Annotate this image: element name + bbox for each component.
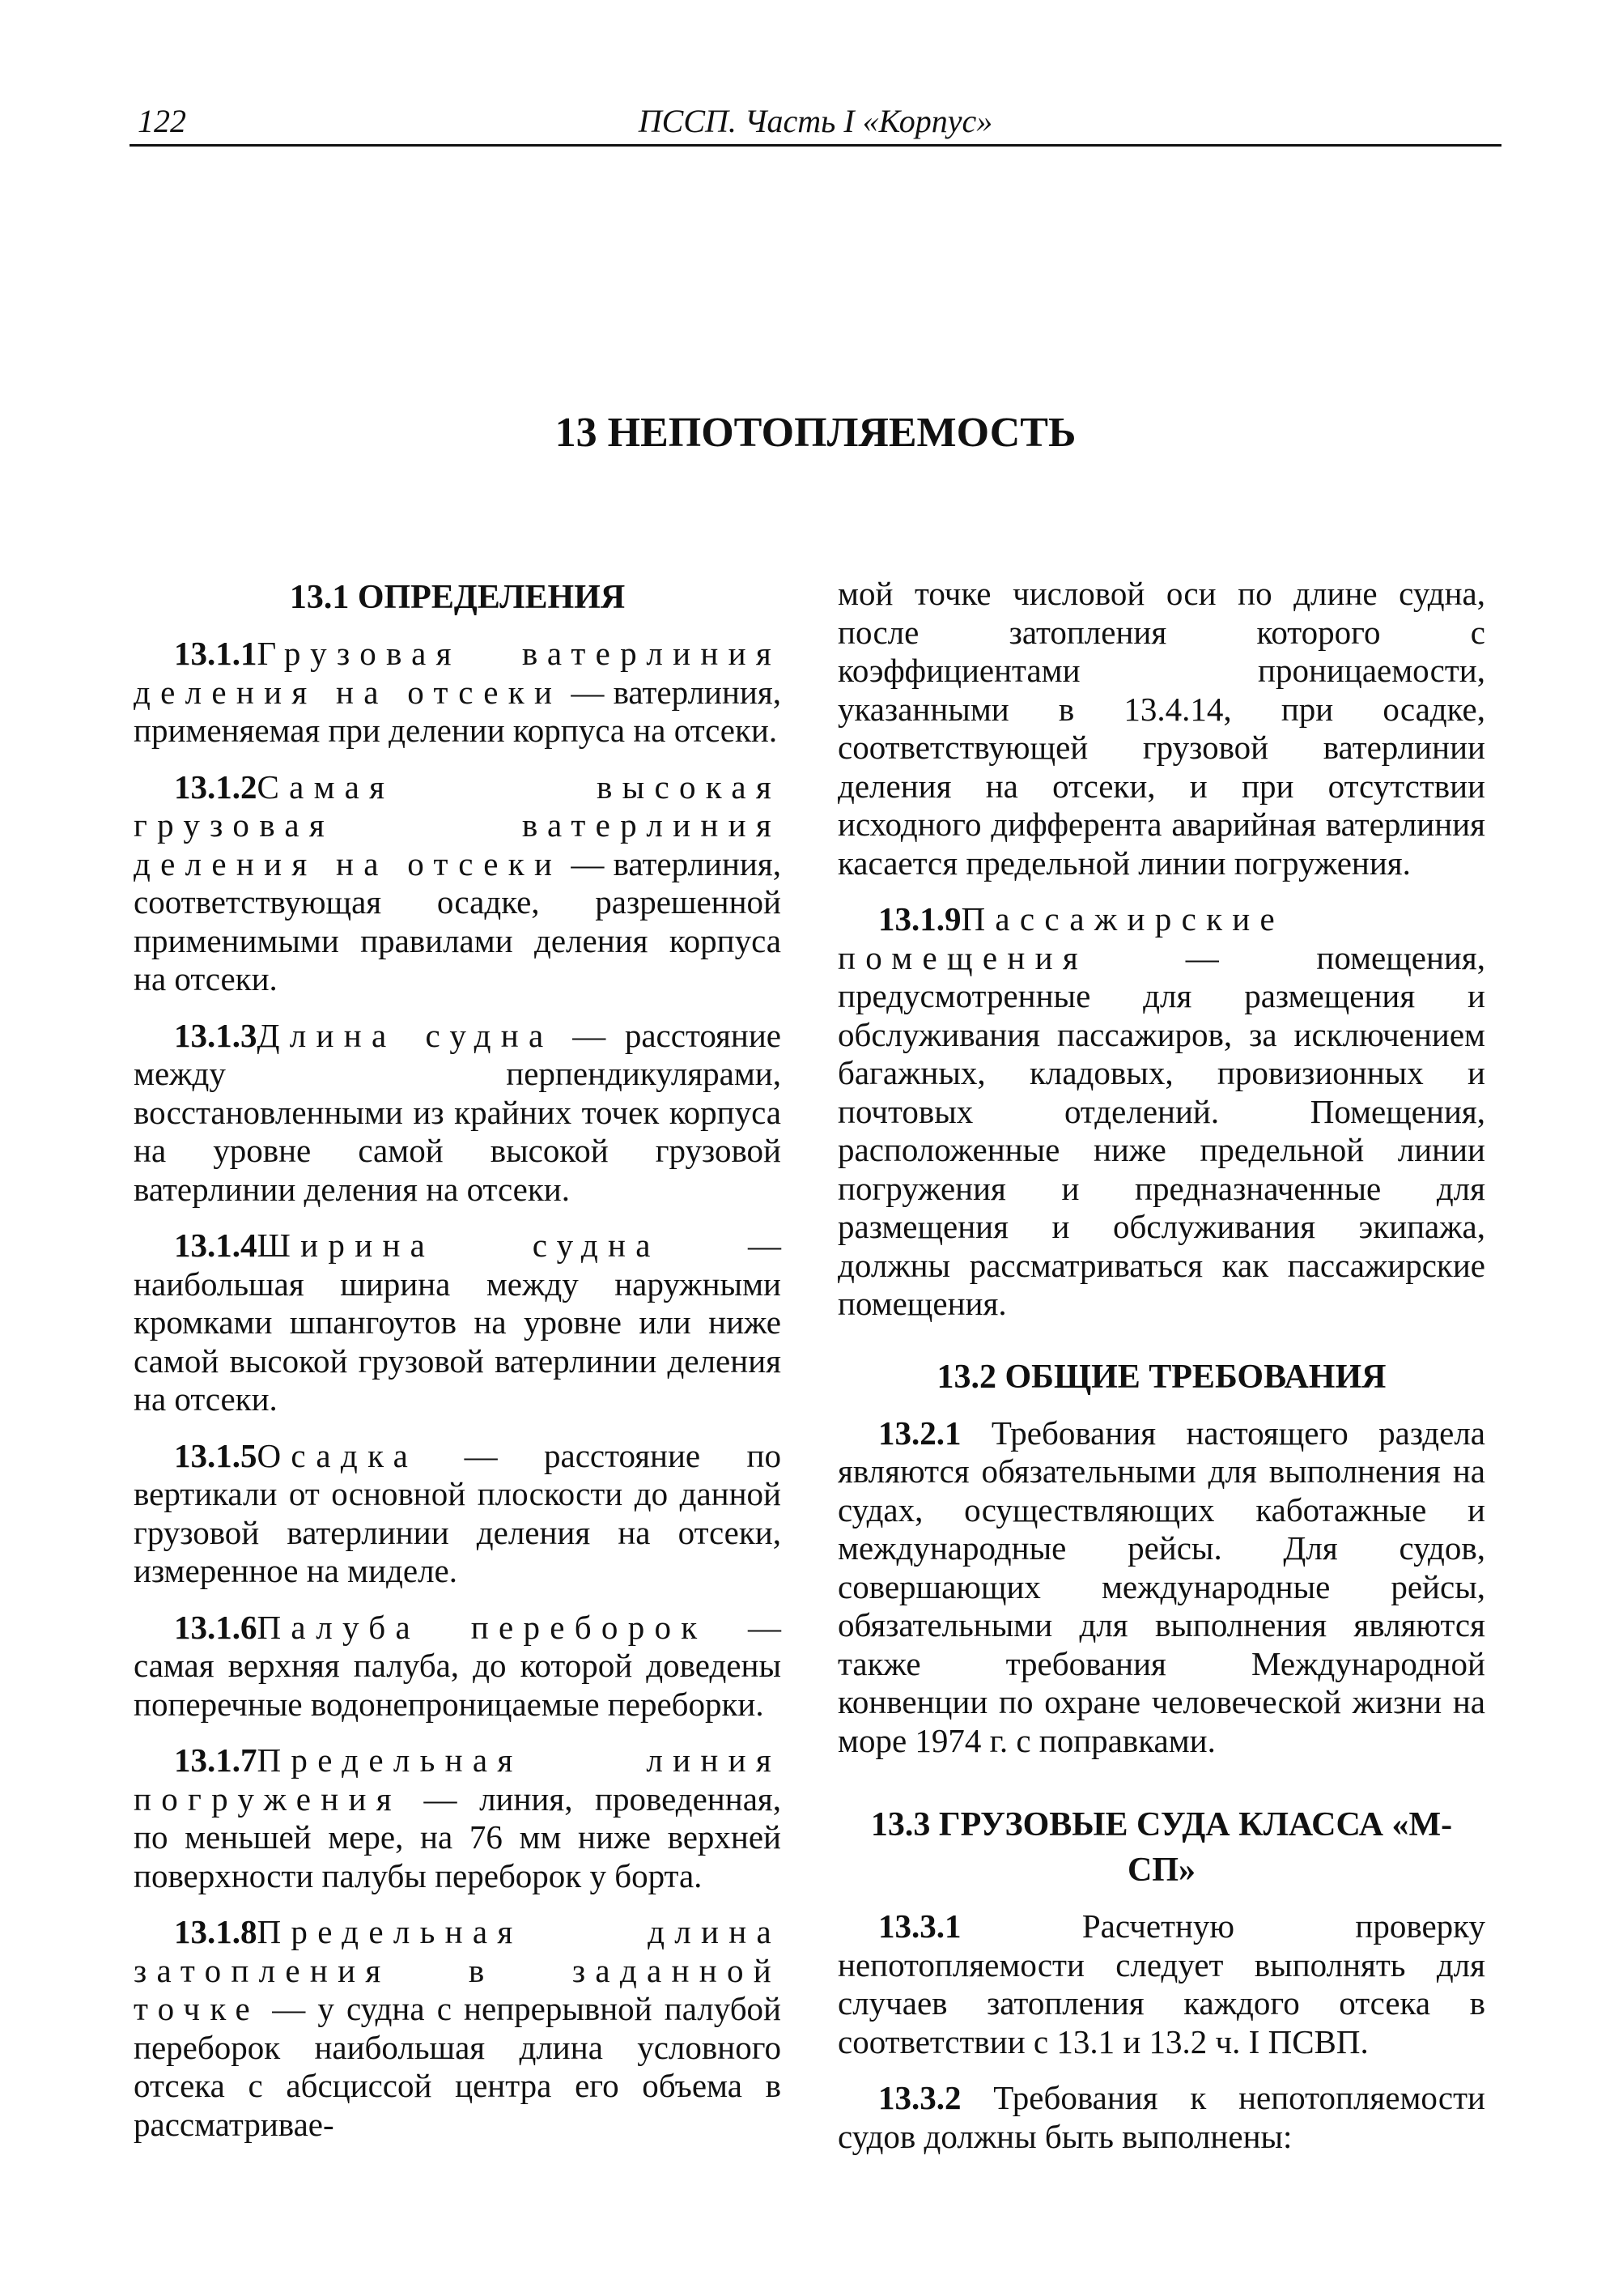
clause-13-3-2: [838, 2079, 1485, 2156]
definition-13-1-1: [134, 635, 781, 750]
clause-number: 13.2.1: [878, 1414, 962, 1452]
definition-text: — у судна с непрерывной палубой переборок наибольшая длина условного отсека с абсциссой центра его объема в рассматривае-: [134, 1990, 781, 2143]
clause-number: 13.1.5: [174, 1436, 257, 1474]
clause-text: Требования настоящего раздела являются обязательными для выполнения на судах, осуществляющих каботажные и международные рейсы. Для судов, совершающих международные рейсы, обязательными для выполнения являются также требования Международной конвенции по охране человеческой жизни на море 1974 г. с поправками.: [838, 1414, 1485, 1759]
defined-term: Предельная линия погружения: [134, 1741, 781, 1818]
definition-text: — линия, проведенная, по меньшей мере, на 76 мм ниже верхней поверхности палубы переборок у борта.: [134, 1779, 781, 1894]
defined-term: Палуба переборок: [257, 1608, 707, 1646]
clause-text: Расчетную проверку непотопляемости следует выполнять для случаев затопления каждого отсека в соответствии с 13.1 и 13.2 ч. I ПСВП.: [838, 1907, 1485, 2060]
definition-13-1-6: [134, 1609, 781, 1724]
definition-text: — наибольшая ширина между наружными кромками шпангоутов на уровне или ниже самой высокой грузовой ватерлинии деления на отсеки.: [134, 1227, 781, 1418]
clause-number: 13.1.3: [174, 1016, 257, 1054]
section-heading-13-1: 13.1 ОПРЕДЕЛЕНИЯ: [289, 579, 626, 616]
clause-number: 13.1.2: [174, 767, 257, 806]
clause-number: 13.3.1: [878, 1907, 962, 1945]
definition-13-1-5: [134, 1437, 781, 1591]
defined-term: Предельная длина затопления в заданной точке: [134, 1913, 781, 2027]
clause-number: 13.1.8: [174, 1913, 257, 1950]
running-title: ПССП. Часть I «Корпус»: [638, 103, 993, 139]
section-heading-13-3: 13.3 ГРУЗОВЫЕ СУДА КЛАССА «М-СП»: [870, 1806, 1453, 1889]
definition-text: — самая верхняя палуба, до которой доведены поперечные водонепроницаемые переборки.: [134, 1608, 781, 1723]
clause-13-3-1: [838, 1907, 1485, 2061]
section-heading-13-2: 13.2 ОБЩИЕ ТРЕБОВАНИЯ: [937, 1358, 1387, 1396]
page-header: [130, 97, 1501, 147]
definition-text: — расстояние между перпендикулярами, восстановленными из крайних точек корпуса на уровне самой высокой грузовой ватерлинии деления на отсеки.: [134, 1016, 781, 1208]
definition-13-1-8: [134, 1913, 781, 2144]
definition-13-1-4: [134, 1227, 781, 1419]
defined-term: Пассажирские помещения: [838, 900, 1285, 976]
defined-term: Осадка: [257, 1436, 418, 1474]
defined-term: Самая высокая грузовая ватерлиния деления на отсеки: [134, 767, 781, 882]
clause-number: 13.1.4: [174, 1227, 257, 1264]
clause-13-2-1: [838, 1414, 1485, 1761]
defined-term: Грузовая ватерлиния деления на отсеки: [134, 635, 781, 711]
defined-term: Ширина судна: [257, 1227, 660, 1264]
definition-13-1-9: [838, 900, 1485, 1324]
left-column: [134, 575, 781, 2162]
clause-number: 13.1.6: [174, 1608, 257, 1646]
defined-term: Длина судна: [257, 1016, 554, 1054]
right-column: [838, 575, 1485, 2174]
definition-13-1-8-continuation: мой точке числовой оси по длине судна, после затопления которого с коэффициентами проницаемости, указанными в 13.4.14, при осадке, соответствующей грузовой ватерлинии деления на отсеки, и при отсутствии исходного дифферента аварийная ватерлиния касается предельной линии погружения.: [838, 575, 1485, 882]
definition-text: — ватерлиния, соответствующая осадке, разрешенной применимыми правилами деления корпуса на отсеки.: [134, 844, 781, 997]
clause-number: 13.1.1: [174, 635, 257, 672]
definition-13-1-2: [134, 768, 781, 999]
definition-text: — ватерлиния, применяемая при делении корпуса на отсеки.: [134, 673, 781, 749]
clause-number: 13.1.9: [878, 900, 962, 938]
clause-number: 13.3.2: [878, 2079, 962, 2116]
chapter-title: 13 НЕПОТОПЛЯЕМОСТЬ: [554, 410, 1077, 456]
page-number: 122: [138, 103, 186, 139]
clause-text: Требования к непотопляемости судов должны быть выполнены:: [838, 2079, 1485, 2155]
clause-number: 13.1.7: [174, 1741, 257, 1779]
definition-13-1-3: [134, 1017, 781, 1210]
definition-text: — расстояние по вертикали от основной плоскости до данной грузовой ватерлинии деления на отсеки, измеренное на миделе.: [134, 1436, 781, 1589]
definition-13-1-7: [134, 1741, 781, 1895]
definition-text: — помещения, предусмотренные для размещения и обслуживания пассажиров, за исключением багажных, кладовых, провизионных и почтовых отделений. Помещения, расположенные ниже предельной линии погружения и предназначенные для размещения и обслуживания экипажа, должны рассматриваться как пассажирские помещения.: [838, 938, 1485, 1322]
